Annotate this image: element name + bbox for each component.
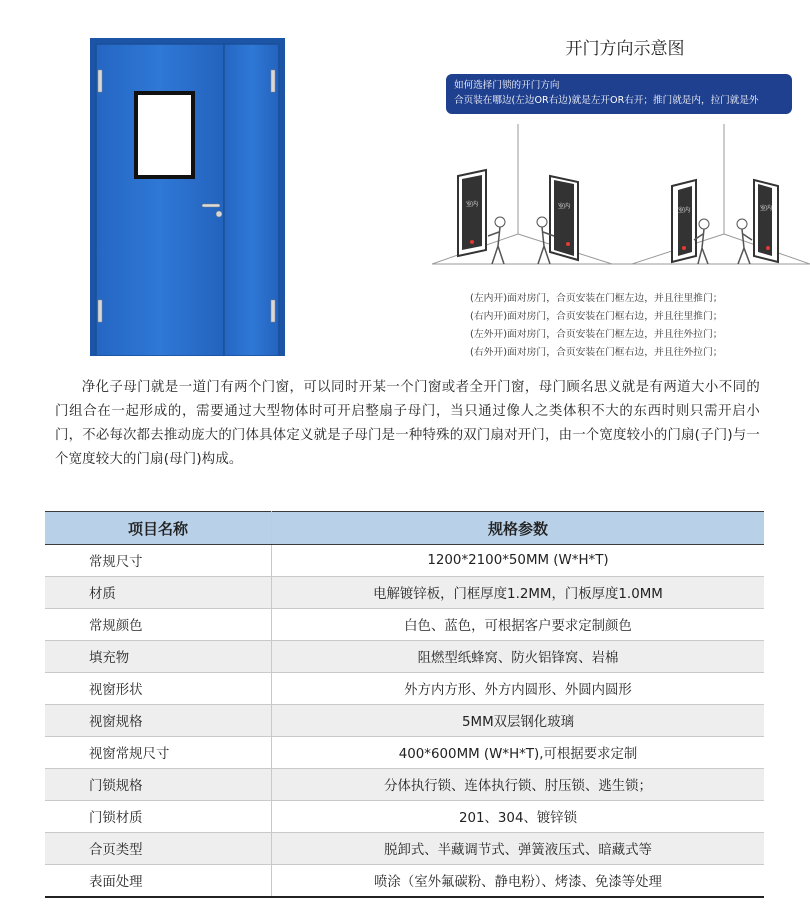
opening-direction-diagram: [432, 124, 810, 274]
info-text: 合页装在哪边(左边OR右边)就是左开OR右开；推门就是内，拉门就是外: [454, 95, 759, 106]
legend-item: (左内开)面对房门，合页安装在门框左边，并且往里推门；: [470, 293, 723, 304]
door-window: [138, 95, 191, 175]
row-value: 201、304、镀锌锁: [272, 801, 765, 833]
table-row: [45, 577, 764, 609]
hinge-icon: [98, 70, 102, 92]
info-box: [446, 74, 792, 114]
scene-right-out: [737, 180, 778, 264]
table-row: [45, 641, 764, 673]
room-label: 室内: [760, 205, 773, 212]
hinge-icon: [271, 70, 275, 92]
spec-table: [45, 511, 764, 898]
main-door-leaf: [96, 44, 224, 356]
room-label: 室内: [466, 201, 479, 208]
room-label: 室内: [678, 207, 691, 214]
table-row: [45, 673, 764, 705]
row-value: 400*600MM (W*H*T),可根据要求定制: [272, 737, 765, 769]
table-row: [45, 609, 764, 641]
row-label: 门锁规格: [45, 769, 272, 801]
row-label: 常规尺寸: [45, 545, 272, 577]
door-handle-icon: [202, 204, 220, 207]
diagram-title: 开门方向示意图: [565, 39, 685, 59]
table-row: [45, 545, 764, 577]
scene-left-out: [672, 180, 709, 264]
row-label: 常规颜色: [45, 609, 272, 641]
row-value: 喷涂（室外氟碳粉、静电粉）、烤漆、免漆等处理: [272, 865, 765, 898]
legend-item: (右内开)面对房门，合页安装在门框右边，并且往里推门；: [470, 311, 723, 322]
row-value: 电解镀锌板，门框厚度1.2MM，门板厚度1.0MM: [272, 577, 765, 609]
scene-right-in: [537, 176, 578, 264]
table-row: [45, 865, 764, 898]
table-row: [45, 769, 764, 801]
row-label: 门锁材质: [45, 801, 272, 833]
row-value: 阻燃型纸蜂窝、防火铝锋窝、岩棉: [272, 641, 765, 673]
row-value: 5MM双层钢化玻璃: [272, 705, 765, 737]
table-header-row: [45, 512, 764, 545]
row-value: 1200*2100*50MM (W*H*T): [272, 545, 765, 577]
hinge-icon: [271, 300, 275, 322]
mother-child-door-illustration: [90, 38, 285, 356]
row-label: 合页类型: [45, 833, 272, 865]
row-label: 表面处理: [45, 865, 272, 898]
row-value: 外方内方形、外方内圆形、外圆内圆形: [272, 673, 765, 705]
intro-paragraph: 净化子母门就是一道门有两个门窗，可以同时开某一个门窗或者全开门窗，母门顾名思义就是有两道大小不同的门组合在一起形成的，需要通过大型物体时可开启整扇子母门，当只通过像人之类体积不大的东西时则只需开启小门，不必每次都去推动庞大的门体具体定义就是子母门是一种特殊的双门扇对开门，由一个宽度较小的门扇(子门)与一个宽度较大的门扇(母门)构成。: [55, 380, 760, 467]
row-value: 分体执行锁、连体执行锁、肘压锁、逃生锁；: [272, 769, 765, 801]
row-label: 填充物: [45, 641, 272, 673]
header-spec: 规格参数: [272, 512, 765, 545]
info-heading: 如何选择门锁的开门方向: [454, 80, 560, 91]
hinge-icon: [98, 300, 102, 322]
row-label: 视窗常规尺寸: [45, 737, 272, 769]
header-item-name: 项目名称: [45, 512, 272, 545]
row-label: 材质: [45, 577, 272, 609]
row-value: 脱卸式、半藏调节式、弹簧液压式、暗藏式等: [272, 833, 765, 865]
legend-item: (右外开)面对房门，合页安装在门框右边，并且往外拉门；: [470, 347, 723, 358]
row-value: 白色、蓝色，可根据客户要求定制颜色: [272, 609, 765, 641]
row-label: 视窗形状: [45, 673, 272, 705]
table-row: [45, 833, 764, 865]
room-label: 室内: [558, 203, 571, 210]
scene-left-in: [458, 170, 505, 264]
legend-item: (左外开)面对房门，合页安装在门框左边，并且往外拉门；: [470, 329, 723, 340]
table-row: [45, 801, 764, 833]
opening-direction-legend: [470, 290, 810, 362]
row-label: 视窗规格: [45, 705, 272, 737]
table-row: [45, 737, 764, 769]
lock-icon: [216, 211, 222, 217]
table-row: [45, 705, 764, 737]
